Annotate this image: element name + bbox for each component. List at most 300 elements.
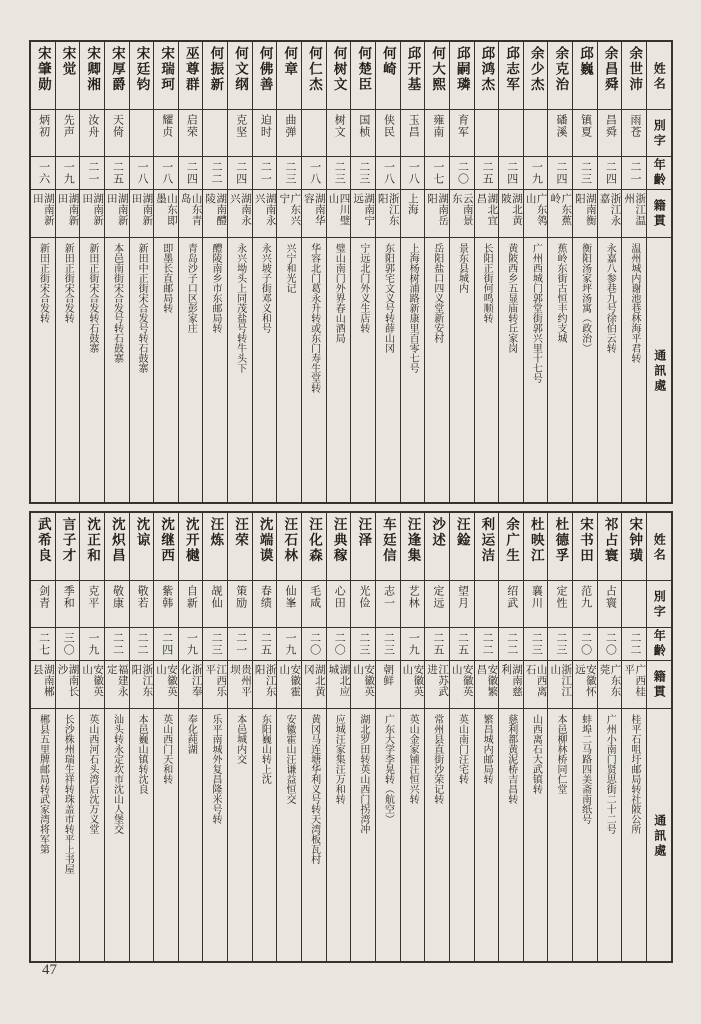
person-courtesy-cell bbox=[179, 581, 203, 628]
person-address: 应城汪家集汪万和转 bbox=[333, 714, 345, 804]
person-native-place: 湖南衡阳 bbox=[573, 193, 596, 226]
person-native-place: 湖南岳阳 bbox=[426, 193, 449, 226]
person-courtesy-cell bbox=[327, 581, 351, 628]
person-name-cell bbox=[450, 513, 474, 581]
person-name-cell bbox=[80, 513, 104, 581]
header-courtesy-label: 別字 bbox=[652, 590, 667, 620]
person-name-cell bbox=[475, 513, 499, 581]
person-age-cell bbox=[130, 157, 154, 190]
person-column bbox=[474, 42, 499, 502]
person-native-place: 广东兴宁 bbox=[278, 193, 301, 226]
person-column bbox=[202, 42, 227, 502]
person-courtesy-name: 玉昌 bbox=[407, 114, 420, 138]
person-age: 一九 bbox=[62, 161, 75, 185]
person-column bbox=[178, 513, 203, 961]
person-courtesy-cell bbox=[598, 581, 622, 628]
person-courtesy-cell bbox=[499, 110, 523, 157]
person-address-cell bbox=[179, 709, 203, 961]
person-age: 二五 bbox=[259, 632, 272, 656]
person-column bbox=[301, 42, 326, 502]
person-native-cell bbox=[253, 190, 277, 238]
person-age-cell bbox=[277, 157, 301, 190]
person-column bbox=[597, 513, 622, 961]
person-address-cell bbox=[450, 238, 474, 502]
person-address-cell bbox=[622, 709, 646, 961]
person-age: 二五 bbox=[431, 632, 444, 656]
person-name-cell bbox=[327, 513, 351, 581]
person-address: 华容北门葛永升转或东门寿生堂转 bbox=[308, 243, 320, 393]
person-courtesy-name: 汝舟 bbox=[86, 114, 99, 138]
person-native-cell bbox=[253, 661, 277, 709]
header-native-cell bbox=[647, 661, 671, 709]
person-native-place: 安徽怀远 bbox=[573, 664, 596, 697]
person-column bbox=[55, 42, 80, 502]
person-native-place: 山东即墨 bbox=[155, 193, 178, 226]
person-courtesy-name: 定性 bbox=[555, 585, 568, 609]
person-age-cell bbox=[179, 628, 203, 661]
person-courtesy-cell bbox=[622, 110, 646, 157]
person-age: 二〇 bbox=[333, 632, 346, 656]
person-name: 邱嗣璘 bbox=[454, 46, 470, 93]
person-age-cell bbox=[228, 628, 252, 661]
header-address-label: 通訊處 bbox=[652, 814, 667, 859]
person-name: 宋肇勋 bbox=[35, 46, 51, 93]
person-age-cell bbox=[499, 628, 523, 661]
person-name-cell bbox=[376, 513, 400, 581]
person-native-place: 湖北黄陂 bbox=[499, 193, 522, 226]
person-address-cell bbox=[130, 238, 154, 502]
person-courtesy-cell bbox=[524, 581, 548, 628]
person-address: 广州西城门郭堂街郭兴里十七号 bbox=[530, 243, 542, 383]
person-address: 新田正街宋合发转 bbox=[37, 243, 49, 323]
person-age: 二二 bbox=[628, 632, 641, 656]
person-native-place: 福建永定 bbox=[105, 664, 128, 697]
person-age-cell bbox=[105, 628, 129, 661]
person-courtesy-cell bbox=[450, 110, 474, 157]
person-name: 武希良 bbox=[35, 517, 51, 564]
person-address-cell bbox=[598, 238, 622, 502]
person-address-cell bbox=[253, 709, 277, 961]
header-age-cell bbox=[647, 157, 671, 190]
person-address-cell bbox=[105, 238, 129, 502]
person-address: 奉化莼湖 bbox=[185, 714, 197, 754]
person-column bbox=[400, 42, 425, 502]
person-courtesy-name: 克坚 bbox=[234, 114, 247, 138]
person-age: 二四 bbox=[555, 161, 568, 185]
person-courtesy-name: 志一 bbox=[382, 585, 395, 609]
person-courtesy-cell bbox=[499, 581, 523, 628]
person-name: 何章 bbox=[282, 46, 298, 77]
person-courtesy-name: 望月 bbox=[456, 585, 469, 609]
person-address-cell bbox=[376, 238, 400, 502]
person-name: 祁占寰 bbox=[602, 517, 618, 564]
person-address: 英山西河石头湾后沈万义堂 bbox=[86, 714, 98, 834]
person-age: 二五 bbox=[456, 632, 469, 656]
person-age-cell bbox=[548, 628, 572, 661]
person-name-cell bbox=[105, 42, 129, 110]
person-native-cell bbox=[56, 661, 80, 709]
person-courtesy-cell bbox=[302, 581, 326, 628]
person-courtesy-cell bbox=[548, 581, 572, 628]
person-native-place: 广东蕉岭 bbox=[549, 193, 572, 226]
person-column bbox=[31, 513, 55, 961]
person-column bbox=[104, 42, 129, 502]
person-column bbox=[597, 42, 622, 502]
person-courtesy-name: 绍武 bbox=[505, 585, 518, 609]
person-age: 二一 bbox=[259, 161, 272, 185]
person-column bbox=[79, 513, 104, 961]
person-age-cell bbox=[425, 157, 449, 190]
person-age-cell bbox=[376, 628, 400, 661]
person-age: 二三 bbox=[333, 161, 346, 185]
person-name-cell bbox=[327, 42, 351, 110]
person-name: 汪鍂 bbox=[454, 517, 470, 548]
person-address-cell bbox=[548, 709, 572, 961]
person-name-cell bbox=[302, 42, 326, 110]
person-address: 英山西门天和转 bbox=[160, 714, 172, 784]
person-address: 英山南门汪宅转 bbox=[456, 714, 468, 784]
person-name-cell bbox=[56, 42, 80, 110]
person-native-cell bbox=[524, 661, 548, 709]
person-native-cell bbox=[228, 190, 252, 238]
person-native-cell bbox=[548, 190, 572, 238]
header-age-label: 年齡 bbox=[652, 629, 667, 659]
person-courtesy-cell bbox=[622, 581, 646, 628]
person-age-cell bbox=[80, 157, 104, 190]
person-courtesy-cell bbox=[450, 581, 474, 628]
person-address-cell bbox=[573, 709, 597, 961]
person-age-cell bbox=[154, 628, 178, 661]
person-address: 黄陂西乡五显庙转丘家岗 bbox=[505, 243, 517, 353]
person-courtesy-name: 迫时 bbox=[259, 114, 272, 138]
person-native-cell bbox=[475, 190, 499, 238]
person-address-cell bbox=[548, 238, 572, 502]
person-column bbox=[276, 42, 301, 502]
person-name: 巫尊群 bbox=[183, 46, 199, 93]
person-column bbox=[55, 513, 80, 961]
person-address: 本邑城内交 bbox=[234, 714, 246, 764]
person-column bbox=[498, 42, 523, 502]
person-courtesy-name: 雍南 bbox=[431, 114, 444, 138]
person-column bbox=[129, 42, 154, 502]
person-age: 一九 bbox=[530, 161, 543, 185]
person-native-place: 安徽霍山 bbox=[278, 664, 301, 697]
person-courtesy-cell bbox=[56, 581, 80, 628]
person-age-cell bbox=[598, 628, 622, 661]
person-address-cell bbox=[277, 709, 301, 961]
person-age-cell bbox=[179, 157, 203, 190]
header-courtesy-label: 別字 bbox=[652, 119, 667, 149]
person-column bbox=[153, 42, 178, 502]
person-age-cell bbox=[31, 157, 55, 190]
person-native-place: 浙江东阳 bbox=[253, 664, 276, 697]
directory-table-top bbox=[29, 40, 673, 504]
person-courtesy-cell bbox=[228, 581, 252, 628]
person-native-cell bbox=[499, 661, 523, 709]
person-address: 桂平石咀圩邮局转社陂公所 bbox=[628, 714, 640, 834]
person-native-place: 浙江东阳 bbox=[130, 664, 153, 697]
person-native-place: 山西离石 bbox=[524, 664, 547, 697]
person-name: 何崎 bbox=[380, 46, 396, 77]
person-address: 青岛沙子口区彭家庄 bbox=[185, 243, 197, 333]
person-native-place: 湖南华容 bbox=[302, 193, 325, 226]
person-age: 二五 bbox=[111, 161, 124, 185]
person-name: 汪炼 bbox=[208, 517, 224, 548]
person-age-cell bbox=[376, 157, 400, 190]
person-native-cell bbox=[203, 190, 227, 238]
person-age-cell bbox=[450, 628, 474, 661]
person-native-cell bbox=[376, 661, 400, 709]
person-native-place: 湖南醴陵 bbox=[204, 193, 227, 226]
person-courtesy-cell bbox=[105, 110, 129, 157]
person-native-place: 湖南宁远 bbox=[352, 193, 375, 226]
person-name: 余克治 bbox=[553, 46, 569, 93]
person-name-cell bbox=[622, 42, 646, 110]
person-name-cell bbox=[475, 42, 499, 110]
person-address: 景东县城内 bbox=[456, 243, 468, 293]
person-age-cell bbox=[573, 157, 597, 190]
person-address-cell bbox=[80, 238, 104, 502]
person-address: 乐平南城外复昌隆米号转 bbox=[210, 714, 222, 824]
person-age-cell bbox=[130, 628, 154, 661]
person-address: 永嘉八参巷九号徐伯云转 bbox=[604, 243, 616, 353]
person-age: 二三 bbox=[530, 632, 543, 656]
person-name-cell bbox=[302, 513, 326, 581]
person-courtesy-name: 定远 bbox=[431, 585, 444, 609]
person-courtesy-cell bbox=[253, 581, 277, 628]
person-column bbox=[31, 42, 55, 502]
person-age-cell bbox=[154, 157, 178, 190]
person-age: 一七 bbox=[431, 161, 444, 185]
header-courtesy-cell bbox=[647, 581, 671, 628]
person-age-cell bbox=[499, 157, 523, 190]
person-name: 何仁杰 bbox=[306, 46, 322, 93]
person-courtesy-name: 先声 bbox=[62, 114, 75, 138]
header-address-cell bbox=[647, 238, 671, 502]
person-address: 长阳正街何鸣顺转 bbox=[481, 243, 493, 323]
person-courtesy-name: 国桢 bbox=[357, 114, 370, 138]
person-column bbox=[400, 513, 425, 961]
person-age-cell bbox=[475, 157, 499, 190]
person-courtesy-name: 育军 bbox=[456, 114, 469, 138]
person-native-place: 湖南永兴 bbox=[228, 193, 251, 226]
person-age-cell bbox=[203, 157, 227, 190]
person-courtesy-cell bbox=[31, 110, 55, 157]
person-age: 二三 bbox=[382, 632, 395, 656]
person-native-place: 湖南新田 bbox=[105, 193, 128, 226]
person-courtesy-cell bbox=[548, 110, 572, 157]
person-native-cell bbox=[573, 661, 597, 709]
person-courtesy-name: 占寰 bbox=[604, 585, 617, 609]
person-native-place: 安徽英山 bbox=[155, 664, 178, 697]
person-column bbox=[572, 513, 597, 961]
person-native-place: 安徽英山 bbox=[401, 664, 424, 697]
person-age: 二七 bbox=[37, 632, 50, 656]
person-age-cell bbox=[622, 157, 646, 190]
person-name: 汪荣 bbox=[233, 517, 249, 548]
person-native-place: 湖北黄冈 bbox=[302, 664, 325, 697]
person-native-cell bbox=[573, 190, 597, 238]
header-age-label: 年齡 bbox=[652, 158, 667, 188]
person-age: 一九 bbox=[86, 632, 99, 656]
person-courtesy-cell bbox=[80, 581, 104, 628]
person-age: 二三 bbox=[283, 161, 296, 185]
person-native-place: 广东鸰山 bbox=[524, 193, 547, 226]
person-name-cell bbox=[425, 513, 449, 581]
person-name: 何大熙 bbox=[430, 46, 446, 93]
person-native-cell bbox=[105, 661, 129, 709]
person-column bbox=[375, 513, 400, 961]
person-address: 上海杨树浦路新康里百零七号 bbox=[407, 243, 419, 373]
person-native-place: 湖南长沙 bbox=[56, 664, 79, 697]
person-address: 英山金家铺汪恒兴转 bbox=[407, 714, 419, 804]
person-courtesy-cell bbox=[105, 581, 129, 628]
person-address: 东阳巍山转上沈 bbox=[259, 714, 271, 784]
person-native-place: 贵州平坝 bbox=[228, 664, 251, 697]
person-courtesy-name: 侠民 bbox=[382, 114, 395, 138]
person-courtesy-cell bbox=[277, 110, 301, 157]
person-name: 宋厚爵 bbox=[109, 46, 125, 93]
person-age-cell bbox=[573, 628, 597, 661]
person-native-cell bbox=[130, 661, 154, 709]
person-name-cell bbox=[425, 42, 449, 110]
person-native-cell bbox=[31, 661, 55, 709]
person-name-cell bbox=[154, 42, 178, 110]
person-address-cell bbox=[598, 709, 622, 961]
person-native-place: 安徽繁昌 bbox=[475, 664, 498, 697]
person-column bbox=[276, 513, 301, 961]
person-native-cell bbox=[351, 661, 375, 709]
person-courtesy-name: 艺林 bbox=[407, 585, 420, 609]
person-courtesy-cell bbox=[228, 110, 252, 157]
person-native-place: 浙江永嘉 bbox=[598, 193, 621, 226]
person-address-cell bbox=[302, 238, 326, 502]
person-courtesy-name: 心田 bbox=[333, 585, 346, 609]
person-courtesy-name: 昌舜 bbox=[604, 114, 617, 138]
person-name-cell bbox=[253, 513, 277, 581]
person-age: 一九 bbox=[185, 632, 198, 656]
person-age-cell bbox=[475, 628, 499, 661]
person-courtesy-name: 雨苍 bbox=[628, 114, 641, 138]
person-name-cell bbox=[401, 42, 425, 110]
person-native-place: 云南景东 bbox=[450, 193, 473, 226]
person-name: 车廷信 bbox=[380, 517, 396, 564]
person-age-cell bbox=[228, 157, 252, 190]
table-header-column bbox=[646, 513, 671, 961]
person-age-cell bbox=[327, 628, 351, 661]
person-native-cell bbox=[277, 190, 301, 238]
person-address-cell bbox=[105, 709, 129, 961]
person-native-place: 湖南永兴 bbox=[253, 193, 276, 226]
person-native-cell bbox=[425, 190, 449, 238]
person-age-cell bbox=[401, 628, 425, 661]
person-native-place: 浙江东阳 bbox=[376, 193, 399, 226]
person-name-cell bbox=[56, 513, 80, 581]
person-age-cell bbox=[351, 157, 375, 190]
person-name-cell bbox=[548, 42, 572, 110]
person-name-cell bbox=[105, 513, 129, 581]
person-courtesy-name: 启荣 bbox=[185, 114, 198, 138]
person-native-cell bbox=[351, 190, 375, 238]
person-address-cell bbox=[524, 238, 548, 502]
person-native-place: 江西乐平 bbox=[204, 664, 227, 697]
person-name: 沈谅 bbox=[134, 517, 150, 548]
person-courtesy-name: 磻溪 bbox=[555, 114, 568, 138]
person-age: 一八 bbox=[407, 161, 420, 185]
person-address: 本邑柳林桥同仁堂 bbox=[555, 714, 566, 794]
header-native-cell bbox=[647, 190, 671, 238]
person-address: 兴宁和光记 bbox=[283, 243, 295, 293]
person-age-cell bbox=[302, 628, 326, 661]
person-age: 一八 bbox=[308, 161, 321, 185]
person-name: 利运洁 bbox=[479, 517, 495, 564]
person-native-cell bbox=[228, 661, 252, 709]
person-courtesy-name: 紫韩 bbox=[160, 585, 173, 609]
person-address-cell bbox=[302, 709, 326, 961]
person-native-cell bbox=[524, 190, 548, 238]
person-native-cell bbox=[203, 661, 227, 709]
person-courtesy-cell bbox=[573, 581, 597, 628]
person-age: 二二 bbox=[481, 632, 494, 656]
person-native-cell bbox=[401, 190, 425, 238]
person-name-cell bbox=[80, 42, 104, 110]
person-name-cell bbox=[524, 513, 548, 581]
person-address: 醴陵南乡市东邮局转 bbox=[210, 243, 222, 333]
person-address: 岳阳盐口四义堂新安村 bbox=[431, 243, 443, 343]
person-address-cell bbox=[524, 709, 548, 961]
person-age-cell bbox=[622, 628, 646, 661]
person-address: 广东大学李晃转（航空） bbox=[382, 714, 394, 824]
person-native-cell bbox=[179, 190, 203, 238]
person-age: 二〇 bbox=[579, 632, 592, 656]
person-age: 一八 bbox=[382, 161, 395, 185]
person-courtesy-cell bbox=[327, 110, 351, 157]
person-native-place: 湖南新田 bbox=[81, 193, 104, 226]
person-courtesy-cell bbox=[425, 581, 449, 628]
person-name: 何文纲 bbox=[233, 46, 249, 93]
person-name: 邱志军 bbox=[504, 46, 520, 93]
person-column bbox=[350, 513, 375, 961]
person-address: 安徽霍山汪谦益恒交 bbox=[283, 714, 295, 804]
person-column bbox=[227, 42, 252, 502]
person-age: 二四 bbox=[604, 161, 617, 185]
person-age: 二四 bbox=[160, 632, 173, 656]
person-native-place: 湖南新田 bbox=[56, 193, 79, 226]
person-native-place: 湖南慈利 bbox=[499, 664, 522, 697]
person-courtesy-name: 天倚 bbox=[111, 114, 124, 138]
person-age: 二〇 bbox=[308, 632, 321, 656]
person-age: 二二 bbox=[136, 632, 149, 656]
person-native-cell bbox=[179, 661, 203, 709]
person-address-cell bbox=[179, 238, 203, 502]
person-native-cell bbox=[154, 190, 178, 238]
person-address: 璧山南门外界春山酒局 bbox=[333, 243, 345, 343]
person-native-place: 湖北应城 bbox=[327, 664, 350, 697]
person-column bbox=[301, 513, 326, 961]
person-name-cell bbox=[598, 513, 622, 581]
person-name-cell bbox=[31, 42, 55, 110]
person-native-place: 安徽英山 bbox=[450, 664, 473, 697]
person-address: 温州城内谢池巷林海平君转 bbox=[628, 243, 640, 363]
person-address-cell bbox=[351, 238, 375, 502]
person-name: 宋觉 bbox=[60, 46, 76, 77]
person-native-cell bbox=[56, 190, 80, 238]
person-age-cell bbox=[598, 157, 622, 190]
person-age: 二〇 bbox=[604, 632, 617, 656]
person-name-cell bbox=[598, 42, 622, 110]
table-header-column bbox=[646, 42, 671, 502]
person-courtesy-cell bbox=[80, 110, 104, 157]
